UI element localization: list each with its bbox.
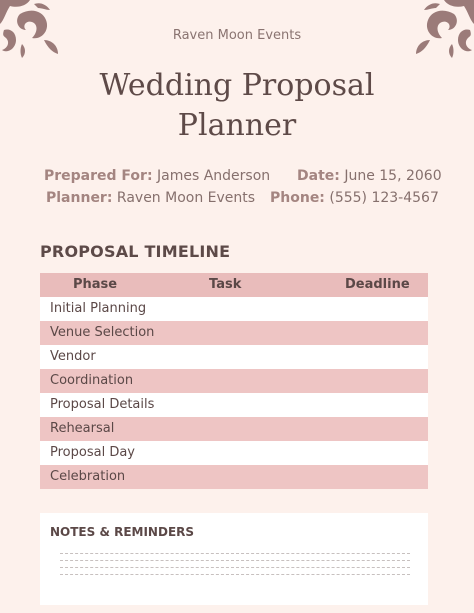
table-row xyxy=(40,441,428,465)
phase-cell: Vendor xyxy=(50,349,96,364)
note-line xyxy=(60,574,410,575)
title-line-1: Wedding Proposal xyxy=(99,68,375,103)
table-row xyxy=(40,321,428,345)
phase-cell: Coordination xyxy=(50,373,134,388)
table-header xyxy=(40,273,428,297)
table-row xyxy=(40,465,428,489)
notes-title: NOTES & REMINDERS xyxy=(50,525,195,539)
organization-name: Raven Moon Events xyxy=(172,28,302,43)
page-title xyxy=(0,66,474,146)
note-line xyxy=(60,567,410,568)
table-row xyxy=(40,417,428,441)
planner-value: Raven Moon Events xyxy=(116,190,256,206)
table-row xyxy=(40,297,428,321)
phase-cell: Proposal Day xyxy=(50,445,135,460)
phase-cell: Proposal Details xyxy=(50,397,155,412)
column-header-deadline: Deadline xyxy=(345,277,410,292)
phase-cell: Rehearsal xyxy=(50,421,115,436)
phase-cell: Venue Selection xyxy=(50,325,155,340)
phone xyxy=(270,189,439,207)
phase-cell: Initial Planning xyxy=(50,301,147,316)
date-label: Date: xyxy=(297,168,340,184)
table-row xyxy=(40,393,428,417)
planner-label: Planner: xyxy=(46,190,113,206)
planner xyxy=(46,189,255,207)
phone-value: (555) 123-4567 xyxy=(329,190,439,206)
date-value: June 15, 2060 xyxy=(344,168,442,184)
note-line xyxy=(60,553,410,554)
table-row xyxy=(40,345,428,369)
date xyxy=(297,167,442,185)
column-header-phase: Phase xyxy=(73,277,118,292)
phase-cell: Celebration xyxy=(50,469,126,484)
phone-label: Phone: xyxy=(270,190,325,206)
prepared-for-value: James Anderson xyxy=(157,168,271,184)
prepared-for xyxy=(44,167,270,185)
title-line-2: Planner xyxy=(177,108,297,143)
column-header-task: Task xyxy=(209,277,242,292)
timeline-table xyxy=(40,273,428,489)
timeline-title: PROPOSAL TIMELINE xyxy=(40,242,231,261)
prepared-for-label: Prepared For: xyxy=(44,168,153,184)
note-line xyxy=(60,560,410,561)
notes-box xyxy=(40,513,428,605)
table-row xyxy=(40,369,428,393)
